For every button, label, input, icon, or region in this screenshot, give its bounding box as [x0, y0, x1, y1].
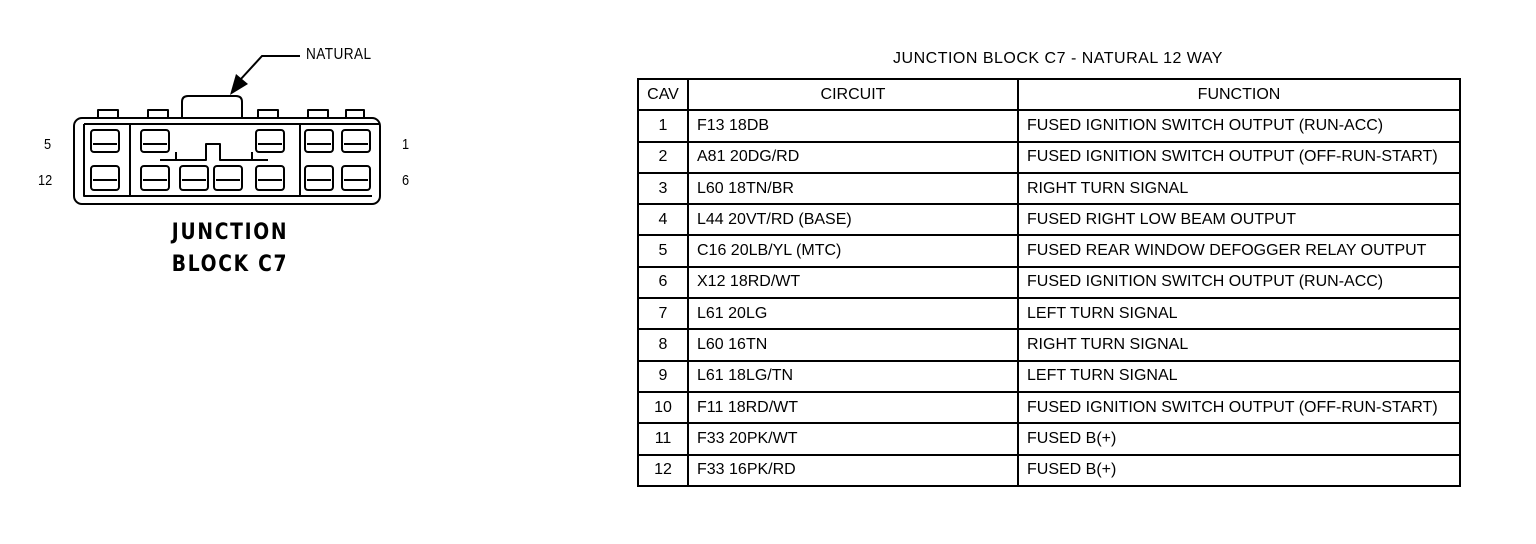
- cell-circuit: L61 18LG/TN: [688, 361, 1018, 392]
- cell-circuit: C16 20LB/YL (MTC): [688, 235, 1018, 266]
- connector-cavity-outline: [84, 124, 380, 196]
- header-circuit: CIRCUIT: [688, 79, 1018, 110]
- callout-label: NATURAL: [306, 46, 372, 63]
- cell-circuit: F33 20PK/WT: [688, 423, 1018, 454]
- cell-function: FUSED IGNITION SWITCH OUTPUT (OFF-RUN-START): [1018, 142, 1460, 173]
- cell-cav: 12: [638, 455, 688, 486]
- cell-cav: 2: [638, 142, 688, 173]
- table-title: JUNCTION BLOCK C7 - NATURAL 12 WAY: [893, 50, 1223, 67]
- pin-label-top-right: 1: [402, 136, 410, 153]
- table-row: [638, 298, 1460, 329]
- cell-circuit: L60 16TN: [688, 329, 1018, 360]
- table-row: [638, 142, 1460, 173]
- header-cav: CAV: [638, 79, 688, 110]
- connector-pins-top-row: [91, 130, 370, 152]
- pin-label-bottom-left: 12: [38, 172, 53, 189]
- cell-cav: 1: [638, 110, 688, 141]
- cell-function: FUSED REAR WINDOW DEFOGGER RELAY OUTPUT: [1018, 235, 1460, 266]
- cell-function: LEFT TURN SIGNAL: [1018, 298, 1460, 329]
- cell-cav: 3: [638, 173, 688, 204]
- cell-cav: 8: [638, 329, 688, 360]
- connector-latch: [182, 96, 242, 118]
- connector-title-line1: JUNCTION: [171, 220, 289, 245]
- cell-function: LEFT TURN SIGNAL: [1018, 361, 1460, 392]
- table-header-row: [638, 79, 1460, 110]
- cell-function: FUSED IGNITION SWITCH OUTPUT (OFF-RUN-START): [1018, 392, 1460, 423]
- cell-circuit: A81 20DG/RD: [688, 142, 1018, 173]
- cell-function: RIGHT TURN SIGNAL: [1018, 173, 1460, 204]
- cell-cav: 6: [638, 267, 688, 298]
- cell-circuit: F13 18DB: [688, 110, 1018, 141]
- connector-top-tabs: [98, 110, 364, 118]
- cell-circuit: X12 18RD/WT: [688, 267, 1018, 298]
- table-row: [638, 392, 1460, 423]
- cell-function: FUSED RIGHT LOW BEAM OUTPUT: [1018, 204, 1460, 235]
- pin-label-top-left: 5: [44, 136, 52, 153]
- table-row: [638, 455, 1460, 486]
- cell-cav: 11: [638, 423, 688, 454]
- cell-cav: 10: [638, 392, 688, 423]
- table-row: [638, 267, 1460, 298]
- cell-function: FUSED B(+): [1018, 455, 1460, 486]
- connector-pins-bottom-row: [91, 166, 370, 190]
- cell-circuit: F33 16PK/RD: [688, 455, 1018, 486]
- cell-cav: 9: [638, 361, 688, 392]
- pin-table: [637, 78, 1461, 487]
- header-function: FUNCTION: [1018, 79, 1460, 110]
- cell-function: FUSED IGNITION SWITCH OUTPUT (RUN-ACC): [1018, 110, 1460, 141]
- cell-cav: 5: [638, 235, 688, 266]
- callout-arrowhead: [230, 74, 248, 95]
- cell-cav: 4: [638, 204, 688, 235]
- table-row: [638, 361, 1460, 392]
- cell-circuit: L44 20VT/RD (BASE): [688, 204, 1018, 235]
- connector-diagram: [0, 0, 600, 300]
- table-row: [638, 173, 1460, 204]
- cell-circuit: L60 18TN/BR: [688, 173, 1018, 204]
- cell-function: FUSED B(+): [1018, 423, 1460, 454]
- cell-function: FUSED IGNITION SWITCH OUTPUT (RUN-ACC): [1018, 267, 1460, 298]
- table-row: [638, 329, 1460, 360]
- callout-leader-line: [240, 56, 300, 80]
- cell-function: RIGHT TURN SIGNAL: [1018, 329, 1460, 360]
- cell-circuit: F11 18RD/WT: [688, 392, 1018, 423]
- table-row: [638, 204, 1460, 235]
- table-row: [638, 423, 1460, 454]
- cell-circuit: L61 20LG: [688, 298, 1018, 329]
- table-body: [638, 110, 1460, 486]
- table-row: [638, 235, 1460, 266]
- cell-cav: 7: [638, 298, 688, 329]
- connector-title-line2: BLOCK C7: [171, 252, 289, 277]
- table-row: [638, 110, 1460, 141]
- pin-label-bottom-right: 6: [402, 172, 410, 189]
